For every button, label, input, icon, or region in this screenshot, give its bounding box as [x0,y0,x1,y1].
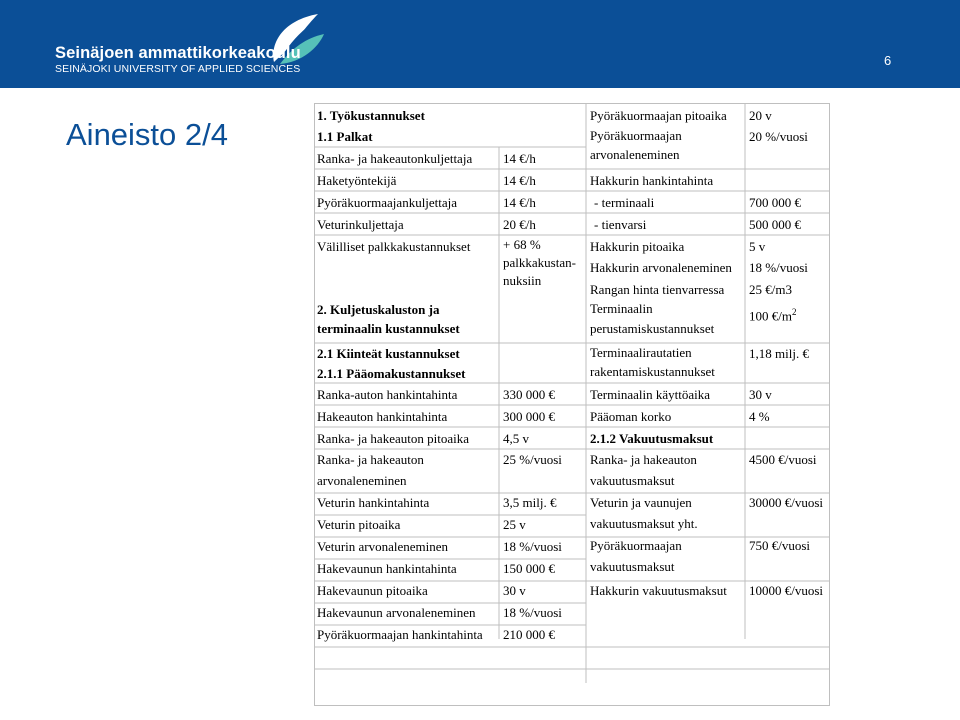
row-value-hakevaunu-hinta: 150 000 € [503,561,555,576]
page-number: 6 [884,53,892,68]
section-1-1-heading: 1.1 Palkat [317,129,373,144]
school-name-en: SEINÄJOKI UNIVERSITY OF APPLIED SCIENCES [55,63,301,75]
row-value-pk-pitoaika: 20 v [749,108,772,123]
row-label-hakkurin-hinta: Hakkurin hankintahinta [590,173,714,188]
row-value-ranka-auto-hinta: 330 000 € [503,387,555,402]
row-label-hakkurin-pitoaika: Hakkurin pitoaika [590,239,685,254]
row-label-arvonaleneminen: Ranka- ja hakeauton arvonaleneminen [317,452,424,488]
row-value-hakevaunu-arvon: 18 %/vuosi [503,605,562,620]
row-value-paaoman-korko: 4 % [749,409,770,424]
row-label-veturinkuljettaja: Veturinkuljettaja [317,217,404,232]
row-value-veturi-vakuutus: 30000 €/vuosi [749,495,824,510]
row-value-pitoaika: 4,5 v [503,431,529,446]
row-label-hakkurin-arvon: Hakkurin arvonaleneminen [590,260,732,275]
row-label-valilliset: Välilliset palkkakustannukset [317,239,471,254]
row-label-terminaali: - terminaali [594,195,655,210]
section-2-1-1-heading: 2.1.1 Pääomakustannukset [317,366,466,381]
row-label-tienvarsi: - tienvarsi [594,217,647,232]
row-value-veturinkuljettaja: 20 €/h [503,217,536,232]
row-value-terminaalin-perust [749,302,796,326]
row-value-hakevaunu-pitoaika: 30 v [503,583,526,598]
row-label-pk-pitoaika: Pyöräkuormaajan pitoaika [590,108,727,123]
row-value-arvonaleneminen: 25 %/vuosi [503,452,562,467]
row-value-tienvarsi: 500 000 € [749,217,801,232]
row-value-pyorakuormaaja-hinta: 210 000 € [503,627,555,642]
row-label-ranka-vakuutus: Ranka- ja hakeauton vakuutusmaksut [590,452,697,488]
row-label-veturi-arvon: Veturin arvonaleneminen [317,539,449,554]
row-label-veturi-hinta: Veturin hankintahinta [317,495,430,510]
superscript-2: 2 [791,307,797,317]
row-value-hakkuri-vakuutus: 10000 €/vuosi [749,583,824,598]
row-label-hakevaunu-pitoaika: Hakevaunun pitoaika [317,583,428,598]
row-label-haketyontekija: Haketyöntekijä [317,173,397,188]
row-label-pyorakuormaaja-hinta: Pyöräkuormaajan hankintahinta [317,627,483,642]
row-value-terminaali: 700 000 € [749,195,801,210]
cost-table [314,103,830,706]
row-label-kayttoaika: Terminaalin käyttöaika [590,387,711,402]
header-bar [0,0,960,88]
row-value-rangan-hinta: 25 €/m3 [749,282,792,297]
section-2-1-2-heading: 2.1.2 Vakuutusmaksut [590,431,714,446]
row-label-pk-vakuutus: Pyöräkuormaajan vakuutusmaksut [590,538,682,574]
row-value-ranka-kuljettaja: 14 €/h [503,151,536,166]
row-value-valilliset: + 68 % palkkakustan- nuksiin [503,237,576,288]
row-value-hakeauto-hinta: 300 000 € [503,409,555,424]
row-label-terminaalin-perust: Terminaalin perustamiskustannukset [590,301,715,336]
section-2-heading: 2. Kuljetuskaluston ja terminaalin kustannukset [317,302,460,336]
row-label-hakevaunu-arvon: Hakevaunun arvonaleneminen [317,605,476,620]
row-label-paaoman-korko: Pääoman korko [590,409,672,424]
section-2-1-heading: 2.1 Kiinteät kustannukset [317,346,460,361]
row-value-kayttoaika: 30 v [749,387,772,402]
row-label-veturi-vakuutus: Veturin ja vaunujen vakuutusmaksut yht. [590,495,698,531]
row-label-pyorakuormaaja-kuljettaja: Pyöräkuormaajankuljettaja [317,195,458,210]
row-value-pk-arvon: 20 %/vuosi [749,129,808,144]
row-value-hakkurin-pitoaika: 5 v [749,239,766,254]
row-label-hakkuri-vakuutus: Hakkurin vakuutusmaksut [590,583,727,598]
row-value-veturi-arvon: 18 %/vuosi [503,539,562,554]
row-label-ranka-auto-hinta: Ranka-auton hankintahinta [317,387,458,402]
terminaalin-perust-amount: 100 €/m [749,308,792,324]
school-name-fi: Seinäjoen ammattikorkeakoulu [55,44,301,62]
row-value-pk-vakuutus: 750 €/vuosi [749,538,811,553]
section-1-heading: 1. Työkustannukset [317,108,425,123]
row-value-haketyontekija: 14 €/h [503,173,536,188]
row-label-rangan-hinta: Rangan hinta tienvarressa [590,282,725,297]
row-label-pk-arvon: Pyöräkuormaajan arvonaleneminen [590,128,682,162]
row-value-veturi-pitoaika: 25 v [503,517,526,532]
row-label-pitoaika: Ranka- ja hakeauton pitoaika [317,431,469,446]
row-label-veturi-pitoaika: Veturin pitoaika [317,517,401,532]
slide-title: Aineisto 2/4 [66,117,228,152]
row-value-terminaalirakent: 1,18 milj. € [749,346,809,361]
row-value-ranka-vakuutus: 4500 €/vuosi [749,452,817,467]
row-label-ranka-kuljettaja: Ranka- ja hakeautonkuljettaja [317,151,473,166]
row-label-hakevaunu-hinta: Hakevaunun hankintahinta [317,561,457,576]
row-label-terminaalirakent: Terminaalirautatien rakentamiskustannukset [590,345,715,379]
row-value-pyorakuormaaja-kuljettaja: 14 €/h [503,195,536,210]
row-label-hakeauto-hinta: Hakeauton hankintahinta [317,409,448,424]
row-value-hakkurin-arvon: 18 %/vuosi [749,260,808,275]
row-value-veturi-hinta: 3,5 milj. € [503,495,557,510]
